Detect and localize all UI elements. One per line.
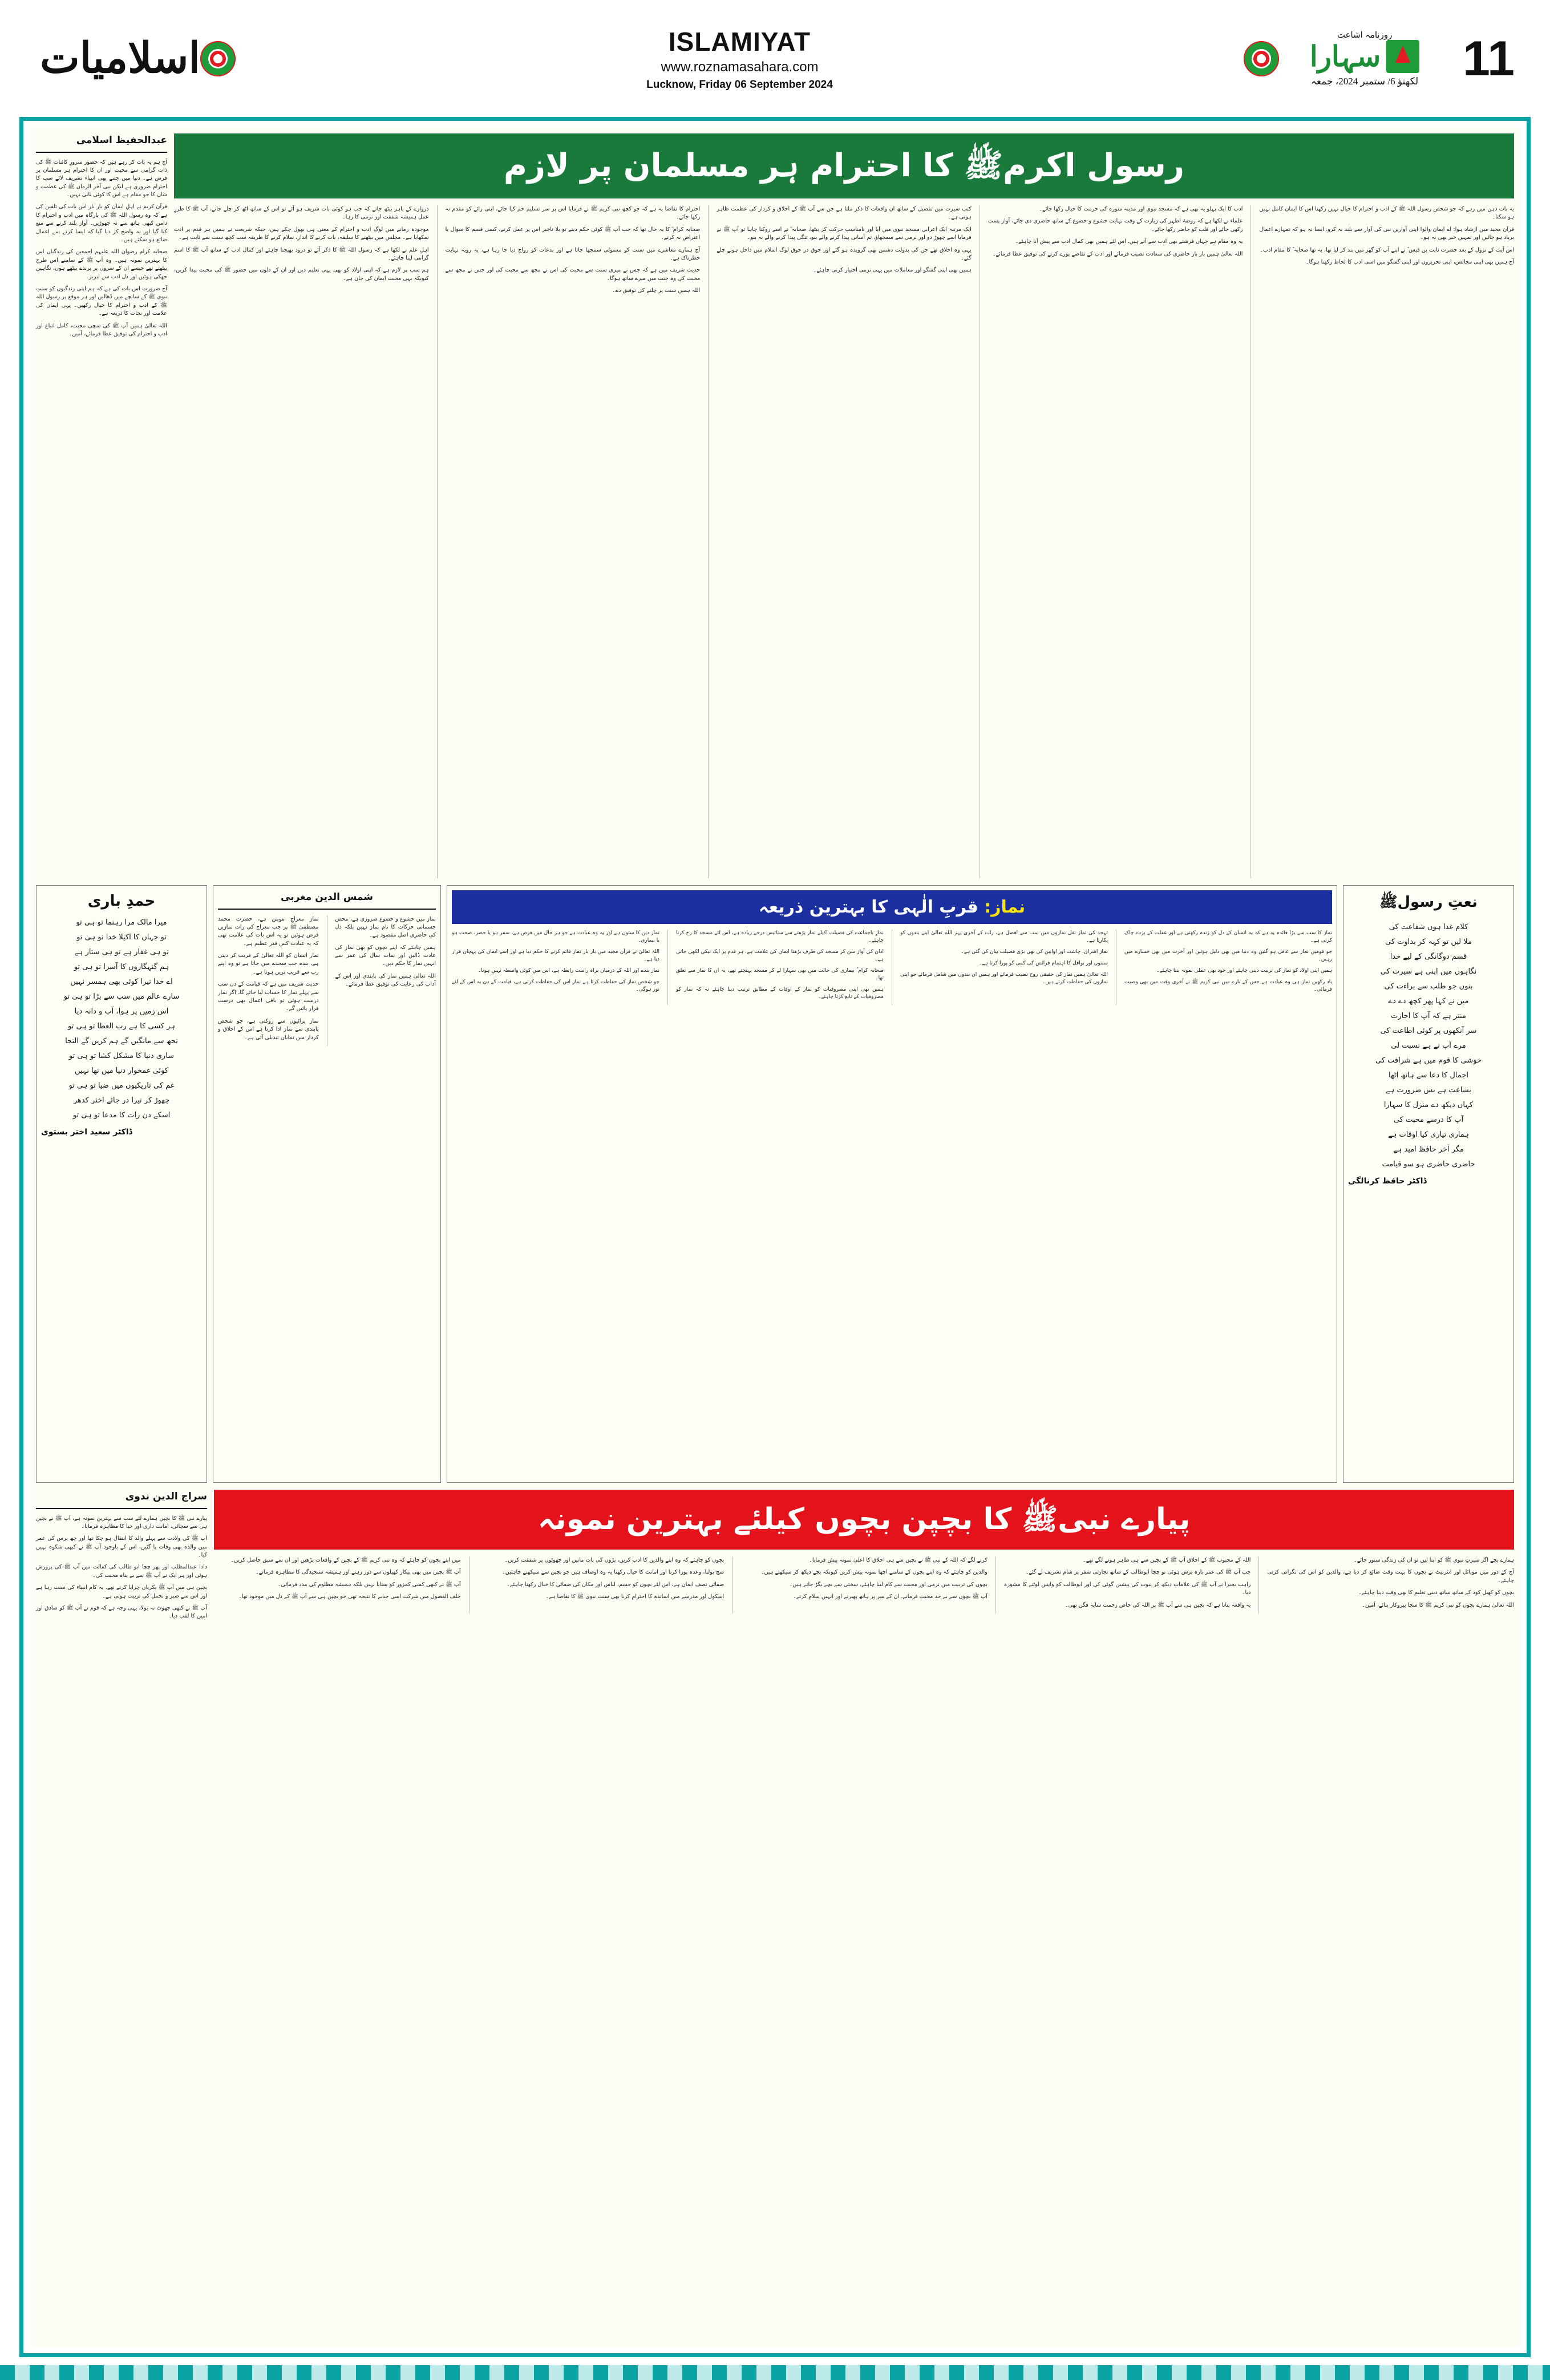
namaz-c2-p2: سنتوں اور نوافل کا اہتمام فرائض کی کمی کو پورا کرتا ہے۔ (978, 960, 1108, 967)
hamd-line-10: کوئی غمخوار دنیا میں تھا نہیں (74, 1067, 169, 1075)
naat-line-8: مرے آپ نے ہے نسبت لی (1391, 1041, 1466, 1050)
children-c0-p1: آپ ﷺ بچپن میں بھی بیکار کھیلوں سے دور رہتے اور ہمیشہ سنجیدگی کا مظاہرہ فرماتے۔ (256, 1569, 461, 1576)
lead-right-para-4: اللہ تعالیٰ ہمیں آپ ﷺ کی سچی محبت، کامل اتباع اور ادب و احترام کی توفیق عطا فرمائے، آمین۔ (36, 322, 167, 337)
hamd-line-12: چھوڑ کر تیرا در جائے اختر کدھر (73, 1096, 170, 1105)
children-c4-p1: آج کے دور میں موبائل اور انٹرنیٹ نے بچوں کا بہت وقت ضائع کر دیا ہے، والدین کو اس کی نگرانی کرنی چاہئے۔ (1267, 1569, 1514, 1584)
lead-right-para-0: آج ہم یہ بات کر رہے ہیں کہ حضور سرورِ کائنات ﷺ کی ذات گرامی سے محبت اور ان کا احترام ہر مسلمان پر فرض ہے۔ دنیا میں جتنے بھی انبیاء تشریف لائے سب کا احترام ضروری ہے لیکن نبی آخر الزماں ﷺ کی عظمت و شان کا جو مقام ہے اس کا کوئی ثانی نہیں۔ (36, 159, 167, 198)
namaz-c0-p3: جو شخص نماز کی حفاظت کرتا ہے نماز اس کی حفاظت کرتی ہے، قیامت کے دن یہ اس کے لئے نور ہوگی۔ (452, 979, 659, 993)
lead-col4-p2: اس آیت کے نزول کے بعد حضرت ثابت بن قیس ؓ نے اپنے آپ کو گھر میں بند کر لیا تھا، یہ تھا صحابہ ؓ کا مقام ادب۔ (1260, 246, 1514, 253)
column-divider (708, 205, 709, 878)
hamd-line-6: اس زمیں پر ہوا، آب و دانہ دیا (74, 1007, 169, 1016)
rosette-icon-left (200, 41, 236, 76)
hamd-line-0: میرا مالک مرا رہنما تو ہی تو (76, 918, 167, 927)
hamd-line-8: تجھ سے مانگیں گے ہم کریں گے التجا (65, 1037, 178, 1045)
children-c3-p3: یہ واقعہ بتاتا ہے کہ بچپن ہی سے آپ ﷺ پر اللہ کی خاص رحمت سایہ فگن تھی۔ (1065, 1601, 1251, 1608)
namaz-article (447, 885, 1337, 1483)
children-c1-p3: اسکول اور مدرسے میں اساتذہ کا احترام کرنا بھی سنت نبوی ﷺ کا تقاضا ہے۔ (545, 1594, 725, 1600)
logo-dateline: لکھنؤ 6/ ستمبر 2024، جمعہ (1310, 76, 1419, 87)
children-c4-p3: اللہ تعالیٰ ہمارے بچوں کو نبی کریم ﷺ کا سچا پیروکار بنائے، آمین۔ (1362, 1601, 1514, 1608)
shams-byline: شمس الدین مغربی (218, 890, 436, 910)
children-byline: سراج الدین ندوی (36, 1490, 207, 1509)
children-c1-p0: بچوں کو چاہئے کہ وہ اپنے والدین کا ادب کریں، بڑوں کی بات مانیں اور چھوٹوں پر شفقت کریں۔ (504, 1557, 725, 1563)
hamd-title: حمدِ باری (87, 893, 156, 910)
logo-top-text: روزنامہ اشاعت (1337, 30, 1393, 40)
lead-col0-p1: موجودہ زمانے میں لوگ ادب و احترام کے معنی ہی بھول چکے ہیں، جبکہ شریعت نے ہمیں ہر قدم پر ادب سکھایا ہے۔ مجلس میں بیٹھنے کا سلیقہ، بات کرنے کا انداز، سلام کرنے کا طریقہ سب کچھ سنت سے ثابت ہے۔ (174, 226, 429, 241)
hamd-line-7: ہر کسی کا ہے رب العطا تو ہی تو (68, 1022, 175, 1031)
children-headline: پیارے نبیﷺ کا بچپن بچوں کیلئے بہترین نمونہ (214, 1490, 1514, 1550)
lead-col0-p2: اہلِ علم نے لکھا ہے کہ رسول اللہ ﷺ کا ذکر آئے تو درود بھیجنا چاہئے اور کمال ادب کے ساتھ آپ ﷺ کا اسم گرامی لینا چاہئے۔ (174, 246, 429, 261)
namaz-c2-p0: تہجد کی نماز نفل نمازوں میں سب سے افضل ہے، رات کے آخری پہر اللہ تعالیٰ اپنے بندوں کو پکارتا ہے۔ (900, 930, 1108, 944)
lead-col3-p3: اللہ تعالیٰ ہمیں بار بار حاضری کی سعادت نصیب فرمائے اور ادب کے تقاضے پورے کرنے کی توفیق عطا فرمائے۔ (992, 250, 1243, 257)
children-c0-p0: میں اپنے بچوں کو چاہئے کہ وہ نبی کریم ﷺ کے بچپن کے واقعات پڑھیں اور ان سے سبق حاصل کریں۔ (230, 1557, 461, 1563)
children-main (214, 1490, 1514, 2213)
lead-col0-p0: دروازے کے باہر بیٹھ جاتے کہ جب ہو کوئی بات شریف ہو آئے تو اس کے ساتھ اٹھ کر چلے جاتے، آپ ﷺ کا طرزِ عمل ہمیشہ شفقت اور نرمی کا رہا۔ (174, 206, 429, 221)
section-masthead-en (236, 26, 1244, 91)
logo-wordmark: سہارا (1309, 40, 1381, 72)
lead-article (29, 127, 1521, 885)
lead-col1-p2: آج ہمارے معاشرے میں سنت کو معمولی سمجھا جاتا ہے اور بدعات کو رواج دیا جا رہا ہے، یہ رویہ نہایت خطرناک ہے۔ (445, 246, 701, 261)
namaz-c0-p2: نماز بندے اور اللہ کے درمیان براہ راست رابطہ ہے، اس میں کوئی واسطہ نہیں ہوتا۔ (478, 968, 659, 974)
children-c1-p1: سچ بولنا، وعدہ پورا کرنا اور امانت کا خیال رکھنا یہ وہ اوصاف ہیں جو بچپن سے سیکھنے چاہئیں۔ (502, 1569, 725, 1576)
naat-line-11: بشاعت ہے بس ضرورت ہے (1386, 1086, 1471, 1094)
shams-p3: نماز برائیوں سے روکتی ہے، جو شخص پابندی سے نماز ادا کرتا ہے اس کے اخلاق و کردار میں نمایاں تبدیلی آتی ہے۔ (218, 1017, 319, 1041)
children-c3-p0: اللہ کے محبوب ﷺ کے اخلاق آپ ﷺ کے بچپن سے ہی ظاہر ہونے لگے تھے۔ (1082, 1557, 1251, 1563)
lead-col1-p1: صحابہ کرام ؓ کا یہ حال تھا کہ جب آپ ﷺ کوئی حکم دیتے تو بلا تاخیر اس پر عمل کرتے، کسی قسم کا سوال یا اعتراض نہ کرتے۔ (445, 226, 701, 241)
naat-line-2: قسم دوگانگی کے لیے خدا (1390, 952, 1467, 961)
namaz-c2-p1: نماز اشراق، چاشت اور اوابین کی بھی بڑی فضیلت بیان کی گئی ہے۔ (961, 949, 1108, 955)
lead-col1-p0: احترام کا تقاضا یہ ہے کہ جو کچھ نبی کریم ﷺ نے فرمایا اس پر سر تسلیم خم کیا جائے، اپنی رائے کو مقدم نہ رکھا جائے۔ (445, 206, 701, 221)
publication-logo (1279, 30, 1450, 87)
namaz-col-3 (1124, 930, 1332, 1005)
lead-right-para-2: صحابہ کرام رضوان اللہ علیہم اجمعین کی زندگیاں اس کا بہترین نمونہ ہیں۔ وہ آپ ﷺ کے سامنے اس طرح بیٹھتے تھے جیسے ان کے سروں پر پرندے بیٹھے ہوں، نگاہیں جھکی ہوئیں اور دل ادب سے لبریز۔ (36, 249, 167, 280)
lead-right-para-1: قرآن کریم نے اہلِ ایمان کو بار بار اس بات کی تلقین کی ہے کہ وہ رسول اللہ ﷺ کی بارگاہ میں ادب و احترام کا دامن کبھی ہاتھ سے نہ چھوڑیں۔ آواز بلند کرنے سے منع کیا گیا اور یہ واضح کر دیا گیا کہ ایسا کرنے سے اعمال ضائع ہو سکتے ہیں۔ (36, 204, 167, 244)
children-c0-p3: حلف الفضول میں شرکت اسی جذبے کا نتیجہ تھی جو بچپن ہی سے آپ ﷺ کے دل میں موجود تھا۔ (238, 1594, 461, 1600)
lead-col3-p2: یہ وہ مقام ہے جہاں فرشتے بھی ادب سے آتے ہیں، اس لئے ہمیں بھی کمال ادب سے پیش آنا چاہئے۔ (1015, 238, 1243, 245)
lead-byline: عبدالحفیظ اسلامی (36, 133, 167, 153)
naat-line-14: ہماری تیاری کیا اوقات ہے (1388, 1130, 1469, 1139)
sahara-logo-icon (1386, 40, 1419, 73)
shams-columns (218, 915, 436, 1046)
shams-p2: حدیث شریف میں ہے کہ قیامت کے دن سب سے پہلے نماز کا حساب لیا جائے گا، اگر نماز درست ہوئی تو باقی اعمال بھی درست قرار پائیں گے۔ (218, 981, 319, 1012)
middle-band (29, 885, 1521, 1490)
lead-col1-p4: اللہ ہمیں سنت پر چلنے کی توفیق دے۔ (612, 287, 701, 294)
shams-p1: نماز انسان کو اللہ تعالیٰ کے قریب کر دیتی ہے، بندہ جب سجدے میں جاتا ہے تو وہ اپنے رب سے قریب ترین ہوتا ہے۔ (218, 952, 319, 975)
lead-sidebar-right (36, 133, 167, 878)
lead-col2-p2: یہی وہ اخلاق تھے جن کی بدولت دشمن بھی گرویدہ ہو گئے اور جوق در جوق لوگ اسلام میں داخل ہوتے چلے گئے۔ (717, 246, 972, 261)
dateline: Lucknow, Friday 06 September 2024 (646, 78, 833, 91)
namaz-c1-p1: اذان کی آواز سن کر مسجد کی طرف بڑھنا ایمان کی علامت ہے، ہر قدم پر ایک نیکی لکھی جاتی ہے۔ (676, 949, 884, 963)
namaz-c3-p0: نماز کا سب سے بڑا فائدہ یہ ہے کہ یہ انسان کے دل کو زندہ رکھتی ہے اور غفلت کے پردے چاک کرتی ہے۔ (1124, 930, 1332, 944)
namaz-col-1 (676, 930, 884, 1005)
naat-verses (1348, 920, 1509, 1172)
naat-line-10: اجمال کا دعا سے ہاتھ اٹھا (1389, 1071, 1468, 1080)
lead-col4-p0: یہ بات ذہن میں رہے کہ جو شخص رسول اللہ ﷺ کے ادب و احترام کا خیال نہیں رکھتا اس کا ایمان کامل نہیں ہو سکتا۔ (1259, 206, 1514, 221)
column-divider (667, 930, 668, 1005)
lead-col-4 (1259, 205, 1514, 878)
shams-p5: ہمیں چاہئے کہ اپنے بچوں کو بھی نماز کی عادت ڈالیں اور سات سال کی عمر سے انہیں نماز کا حکم دیں۔ (335, 944, 436, 967)
children-right-p3: بچپن ہی میں آپ ﷺ بکریاں چرایا کرتے تھے، یہ کام انبیاء کی سنت رہا ہے اور اس سے صبر و تحمل کی تربیت ہوتی ہے۔ (36, 1584, 207, 1599)
column-divider (437, 205, 438, 878)
hamd-line-3: ہم گنہگاروں کا آسرا تو ہی تو (74, 963, 169, 971)
hamd-line-9: ساری دنیا کا مشکل کشا تو ہی تو (68, 1052, 175, 1060)
naat-line-16: حاضری حاضری ہو سو قیامت (1382, 1160, 1475, 1169)
children-col-0 (214, 1556, 461, 1613)
lead-col3-p0: ادب کا ایک پہلو یہ بھی ہے کہ مسجد نبوی اور مدینہ منورہ کی حرمت کا خیال رکھا جائے۔ (1039, 206, 1243, 212)
page-border (19, 117, 1531, 2357)
children-c3-p1: جب آپ ﷺ کی عمر بارہ برس ہوئی تو چچا ابوطالب کے ساتھ تجارتی سفر پر شام تشریف لے گئے۔ (1025, 1569, 1251, 1576)
namaz-col-0 (452, 930, 659, 1005)
hamd-line-11: غم کی تاریکیوں میں ضیا تو ہی تو (68, 1081, 175, 1090)
naat-line-6: منتر ہے کہ آپ کا اجازت (1391, 1012, 1466, 1020)
column-divider (1258, 1556, 1259, 1613)
lead-body-columns (174, 205, 1514, 878)
children-article (29, 1490, 1521, 2220)
namaz-c3-p2: ہمیں اپنی اولاد کو نماز کی تربیت دینی چاہئے اور خود بھی عملی نمونہ بننا چاہئے۔ (1156, 968, 1332, 974)
children-sidebar (36, 1490, 207, 2213)
shams-article (213, 885, 441, 1483)
children-c2-p3: آپ ﷺ بچوں سے بے حد محبت فرماتے، ان کے سر پر ہاتھ پھیرتے اور انہیں سلام کرتے۔ (793, 1594, 988, 1600)
namaz-headline-accent: نماز: (984, 897, 1026, 917)
namaz-col-2 (900, 930, 1108, 1005)
column-divider (469, 1556, 470, 1613)
lead-col-3 (988, 205, 1243, 878)
children-c2-p0: کرنے لگے کہ اللہ کے نبی ﷺ نے بچپن سے ہی اخلاق کا اعلیٰ نمونہ پیش فرمایا۔ (809, 1557, 988, 1563)
naat-line-0: کلام غدا ہوں شفاعت کی (1389, 923, 1468, 931)
children-right-p1: آپ ﷺ کی ولادت سے پہلے والد کا انتقال ہو چکا تھا اور چھ برس کی عمر میں والدہ بھی وفات پا گئیں، اس کے باوجود آپ ﷺ نے کبھی شکوہ نہیں کیا۔ (36, 1535, 207, 1559)
lead-headline: رسول اکرمﷺ کا احترام ہر مسلمان پر لازم (174, 133, 1514, 198)
column-divider (995, 1556, 996, 1613)
lead-col4-p1: قرآن مجید میں ارشاد ہوا: اے ایمان والو! اپنی آوازیں نبی کی آواز سے بلند نہ کرو، ایسا نہ ہو کہ تمہارے اعمال برباد ہو جائیں اور تمہیں خبر بھی نہ ہو۔ (1259, 226, 1514, 241)
naat-line-3: نگاہوں میں اپنی ہے سیرت کی (1380, 967, 1477, 976)
children-col-3 (1004, 1556, 1251, 1613)
page-inner (29, 127, 1521, 2347)
lead-col2-p3: ہمیں بھی اپنی گفتگو اور معاملات میں یہی نرمی اختیار کرنی چاہئے۔ (813, 267, 972, 274)
children-col-1 (477, 1556, 725, 1613)
naat-line-5: میں نے کہا پھر کچھ دے دے (1388, 997, 1469, 1005)
namaz-c2-p3: اللہ تعالیٰ ہمیں نماز کی حقیقی روح نصیب فرمائے اور ہمیں ان بندوں میں شامل فرمائے جو اپنی نمازوں کی حفاظت کرتے ہیں۔ (900, 972, 1108, 986)
column-divider (1250, 205, 1251, 878)
hamd-line-1: تو جہاں کا اکیلا خدا تو ہی تو (76, 933, 167, 942)
namaz-headline (452, 890, 1332, 924)
lead-col-2 (717, 205, 972, 878)
naat-title: نعتِ رسولﷺ (1379, 894, 1478, 911)
children-right-p0: پیارے نبی ﷺ کا بچپن ہمارے لئے سب سے بہترین نمونہ ہے، آپ ﷺ نے بچپن ہی سے سچائی، امانت داری اور حیا کا مظاہرہ فرمایا۔ (36, 1515, 207, 1530)
namaz-c1-p3: ہمیں بھی اپنی مصروفیات کو نماز کے اوقات کے مطابق ترتیب دینا چاہئے نہ کہ نماز کو مصروفیات کے تابع کرنا چاہئے۔ (676, 987, 884, 1000)
namaz-c0-p1: اللہ تعالیٰ نے قرآن مجید میں بار بار نماز قائم کرنے کا حکم دیا ہے اور اسے ایمان کی پہچان قرار دیا ہے۔ (452, 949, 659, 963)
lead-col3-p1: علماء نے لکھا ہے کہ روضۂ اطہر کی زیارت کے وقت نہایت خشوع و خضوع کے ساتھ حاضری دی جائے، آواز پست رکھی جائے اور قلب کو حاضر رکھا جائے۔ (988, 218, 1243, 233)
hamd-box (36, 885, 207, 1483)
naat-line-9: خوشی کا قوم میں ہے شرافت کی (1375, 1056, 1482, 1065)
lead-col2-p1: ایک مرتبہ ایک اعرابی مسجد نبوی میں آیا اور نامناسب حرکت کر بیٹھا، صحابہ ؓ نے اسے روکنا چاہا تو آپ ﷺ نے فرمایا اسے چھوڑ دو اور نرمی سے سمجھاؤ، تم آسانی پیدا کرنے والے بنو، تنگی پیدا کرنے والے نہ بنو۔ (717, 226, 972, 241)
children-col-4 (1267, 1556, 1514, 1613)
lead-col-0 (174, 205, 429, 878)
naat-line-4: بنوں جو طلب سے براءت کی (1384, 982, 1473, 991)
lead-col1-p3: حدیث شریف میں ہے کہ جس نے میری سنت سے محبت کی اس نے مجھ سے محبت کی اور جس نے مجھ سے محبت کی وہ جنت میں میرے ساتھ ہوگا۔ (445, 267, 701, 282)
rosette-icon-right (1244, 41, 1279, 76)
hamd-author: ڈاکٹر سعید اختر بستوی (41, 1128, 132, 1137)
children-columns (214, 1556, 1514, 1613)
hamd-line-4: اے خدا تیرا کوئی بھی ہمسر نہیں (70, 978, 173, 986)
children-right-p4: آپ ﷺ نے کبھی جھوٹ نہ بولا، یہی وجہ ہے کہ قوم نے آپ ﷺ کو صادق اور امین کا لقب دیا۔ (36, 1605, 207, 1620)
lead-main (174, 133, 1514, 878)
namaz-c1-p0: نمازِ باجماعت کی فضیلت اکیلے نماز پڑھنے سے ستائیس درجے زیادہ ہے، اس لئے مسجد کا رخ کرنا چاہئے۔ (676, 930, 884, 944)
shams-p0: نماز معراجِ مومن ہے، حضرت محمد مصطفیٰ ﷺ پر جب معراج کی رات نمازیں فرض ہوئیں تو یہ اس بات کی علامت تھی کہ یہ عبادت کس قدر عظیم ہے۔ (218, 915, 319, 947)
lead-col-1 (446, 205, 701, 878)
shams-p6: اللہ تعالیٰ ہمیں نماز کی پابندی اور اس کے آداب کی رعایت کی توفیق عطا فرمائے۔ (335, 972, 436, 988)
hamd-line-13: اسکے دن رات کا مدعا تو ہی تو (72, 1111, 171, 1120)
naat-author: ڈاکٹر حافظ کرنالگی (1348, 1177, 1427, 1186)
website-url[interactable]: www.roznamasahara.com (661, 59, 819, 75)
naat-line-15: مگر آخر حافظ امید ہے (1393, 1145, 1464, 1154)
section-title-en: ISLAMIYAT (668, 26, 811, 56)
section-title-ur: اسلامیات (40, 35, 200, 82)
naat-line-13: آپ کا درسے محبت کی (1393, 1116, 1464, 1124)
naat-line-1: ملا لیں تو کہہ کر بداوت کی (1385, 938, 1472, 946)
naat-line-12: کہاں دیکھ دے منزل کا سہارا (1383, 1101, 1474, 1109)
namaz-c0-p0: نماز دین کا ستون ہے اور یہ وہ عبادت ہے جو ہر حال میں فرض ہے، سفر ہو یا حضر، صحت ہو یا بیماری۔ (452, 930, 659, 944)
namaz-c1-p2: صحابہ کرام ؓ بیماری کی حالت میں بھی سہارا لے کر مسجد پہنچتے تھے، یہ ان کا نماز سے تعلق تھا۔ (676, 968, 884, 982)
namaz-c3-p3: یاد رکھیں نماز ہی وہ عبادت ہے جس کے بارے میں نبی کریم ﷺ نے آخری وقت میں بھی وصیت فرمائی۔ (1124, 979, 1332, 993)
children-c2-p2: بچوں کی تربیت میں نرمی اور محبت سے کام لینا چاہئے، سختی سے بچے بگڑ جاتے ہیں۔ (789, 1581, 988, 1588)
hamd-line-5: سارے عالم میں سب سے بڑا تو ہی تو (63, 992, 180, 1001)
lead-right-para-3: آج ضرورت اس بات کی ہے کہ ہم اپنی زندگیوں کو سنتِ نبوی ﷺ کے سانچے میں ڈھالیں اور ہر موقع پر رسول اللہ ﷺ کے ادب و احترام کا خیال رکھیں۔ یہی ایمان کی علامت اور نجات کا ذریعہ ہے۔ (36, 285, 167, 317)
children-c4-p2: بچوں کو کھیل کود کے ساتھ ساتھ دینی تعلیم کا بھی وقت دینا چاہئے۔ (1358, 1590, 1514, 1596)
children-c0-p2: آپ ﷺ نے کبھی کسی کمزور کو ستایا نہیں بلکہ ہمیشہ مظلوم کی مدد فرمائی۔ (277, 1581, 461, 1588)
naat-box (1343, 885, 1514, 1483)
page-footer-rule (0, 2365, 1550, 2380)
lead-col0-p3: ہم سب پر لازم ہے کہ اپنی اولاد کو بھی یہی تعلیم دیں اور ان کے دلوں میں حضور ﷺ کی محبت پیدا کریں، کیونکہ یہی محبت ایمان کی جان ہے۔ (174, 267, 429, 282)
shams-p4: نماز میں خشوع و خضوع ضروری ہے، محض جسمانی حرکات کا نام نماز نہیں بلکہ دل کی حاضری اصل مقصود ہے۔ (335, 915, 436, 939)
namaz-columns (452, 930, 1332, 1005)
children-c3-p2: راہب بحیرا نے آپ ﷺ کی علامات دیکھ کر نبوت کی پیشین گوئی کی اور ابوطالب کو واپس لوٹنے کا مشورہ دیا۔ (1003, 1581, 1251, 1596)
children-c1-p2: صفائی نصف ایمان ہے، اس لئے بچوں کو جسم، لباس اور مکان کی صفائی کا خیال رکھنا چاہئے۔ (507, 1581, 725, 1588)
children-c4-p0: ہمارے بچے اگر سیرتِ نبوی ﷺ کو اپنا لیں تو ان کی زندگی سنور جائے۔ (1354, 1557, 1514, 1563)
hamd-verses (41, 915, 202, 1123)
children-col-2 (740, 1556, 988, 1613)
children-c2-p1: والدین کو چاہئے کہ وہ اپنے بچوں کے سامنے اچھا نمونہ پیش کریں کیونکہ بچے دیکھ کر سیکھتے ہیں۔ (760, 1569, 988, 1576)
hamd-line-2: تو ہی غفار ہے تو ہی ستار ہے (74, 948, 169, 956)
namaz-headline-rest: قربِ الٰہی کا بہترین ذریعہ (758, 897, 985, 917)
lead-col4-p3: آج ہمیں بھی اپنی مجالس، اپنی تحریروں اور اپنی گفتگو میں اسی ادب کا لحاظ رکھنا ہوگا۔ (1305, 258, 1514, 265)
masthead (0, 0, 1550, 117)
page-number: 11 (1463, 31, 1515, 86)
lead-col2-p0: کتب سیرت میں تفصیل کے ساتھ ان واقعات کا ذکر ملتا ہے جن سے آپ ﷺ کے اخلاق و کردار کی عظمت ظاہر ہوتی ہے۔ (717, 206, 972, 221)
naat-line-7: سر آنکھوں پر کوئی اطاعت کی (1380, 1027, 1477, 1035)
namaz-c3-p1: جو قومیں نماز سے غافل ہو گئیں وہ دنیا میں بھی ذلیل ہوئیں اور آخرت میں بھی خسارے میں رہیں۔ (1124, 949, 1332, 963)
children-right-p2: دادا عبدالمطلب اور پھر چچا ابو طالب کی کفالت میں آپ ﷺ کی پرورش ہوئی اور ہر ایک نے آپ ﷺ سے بے پناہ محبت کی۔ (36, 1564, 207, 1579)
